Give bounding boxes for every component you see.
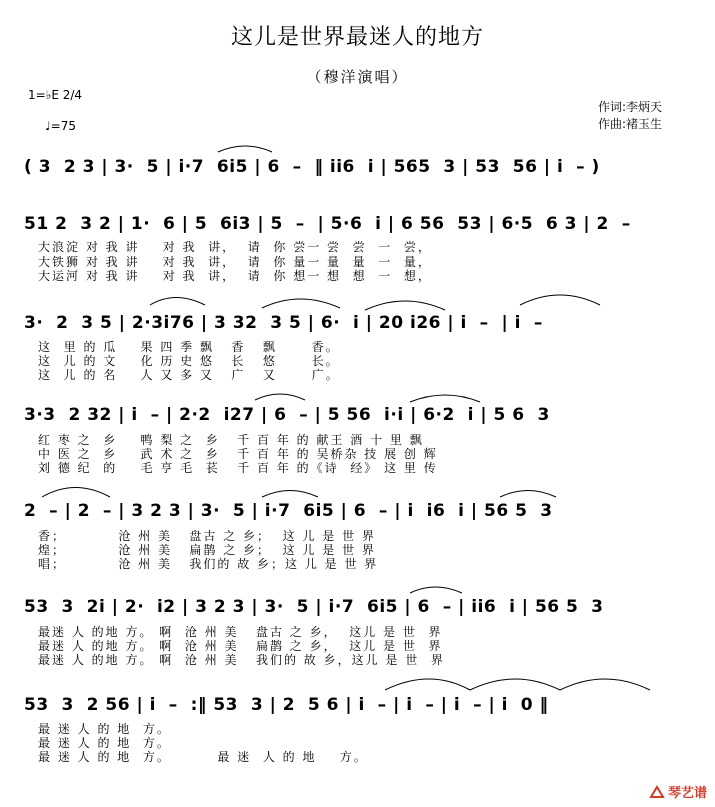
watermark-icon <box>649 785 665 799</box>
lyric-verse-3: 大运河 对 我 讲 对 我 讲， 请 你 想一 想 想 一 想， <box>38 269 432 283</box>
slur-arc <box>262 491 318 498</box>
lyric-verse-1: 这 里 的 瓜 果 四 季 飘 香 飘 香。 <box>38 340 340 354</box>
lyric-verse-1: 大浪淀 对 我 讲 对 我 讲， 请 你 尝一 尝 尝 一 尝， <box>38 240 432 254</box>
notation-line: ( 3 2 3 | 3· 5 | i·7 6i5 | 6 – ‖ ii6 i | 565 3 | 53 56 | i – ) <box>24 157 600 177</box>
lyric-verse-1: 最迷 人 的地 方。 啊 沧 州 美 盘古 之 乡， 这儿 是 世 界 <box>38 625 443 639</box>
composer-credit: 作曲:褚玉生 <box>598 117 663 131</box>
slur-arc <box>520 295 600 305</box>
slur-arc <box>410 587 462 593</box>
slur-arc <box>410 395 480 402</box>
notation-line: 3·3 2 32 | i – | 2·2 i27 | 6 – | 5 56 i·i | 6·2 i | 5 6 3 <box>24 405 550 425</box>
watermark-logo <box>649 782 707 801</box>
lyric-verse-2: 中 医 之 乡 武 术 之 乡 千 百 年 的 吴桥杂 技 展 创 辉 <box>38 447 438 461</box>
watermark-text: 琴艺谱 <box>667 786 707 801</box>
lyric-verse-3: 最 迷 人 的 地 方。 最 迷 人 的 地 方。 <box>38 750 368 764</box>
lyric-verse-2: 煌； 沧 州 美 扁鹊 之 乡； 这 儿 是 世 界 <box>38 543 376 557</box>
lyric-verse-2: 这 儿 的 文 化 历 史 悠 长 悠 长。 <box>38 354 340 368</box>
lyric-verse-1: 香； 沧 州 美 盘古 之 乡； 这 儿 是 世 界 <box>38 529 376 543</box>
notation-line: 2 – | 2 – | 3 2 3 | 3· 5 | i·7 6i5 | 6 – | i i6 i | 56 5 3 <box>24 501 553 521</box>
lyric-verse-2: 大铁狮 对 我 讲 对 我 讲， 请 你 量一 量 量 一 量， <box>38 255 432 269</box>
key-signature: 1=♭E 2/4 <box>28 88 83 102</box>
slur-arc <box>365 301 445 310</box>
lyric-verse-2: 最 迷 人 的 地 方。 <box>38 736 171 750</box>
lyric-verse-1: 红 枣 之 乡 鸭 梨 之 乡 千 百 年 的 献王 酒 十 里 飘 <box>38 433 424 447</box>
song-title: 这儿是世界最迷人的地方 <box>230 25 484 50</box>
lyric-verse-2: 最迷 人 的地 方。 啊 沧 州 美 扁鹊 之 乡， 这儿 是 世 界 <box>38 639 443 653</box>
singer-credit: （穆洋演唱） <box>306 68 409 86</box>
slur-arc <box>385 679 470 690</box>
lyric-verse-1: 最 迷 人 的 地 方。 <box>38 722 171 736</box>
slur-arc <box>255 394 305 400</box>
notation-line: 53 3 2i | 2· i2 | 3 2 3 | 3· 5 | i·7 6i5 | 6 – | ii6 i | 56 5 3 <box>24 597 604 617</box>
slur-arc <box>218 146 272 152</box>
lyric-verse-3: 这 儿 的 名 人 又 多 又 广 又 广。 <box>38 368 340 382</box>
slur-arc <box>262 299 340 308</box>
slur-arc <box>470 679 560 690</box>
tempo-marking: ♩=75 <box>45 119 76 133</box>
notation-line: 3· 2 3 5 | 2·3i76 | 3 32 3 5 | 6· i | 20 i26 | i – | i – <box>24 313 543 333</box>
lyric-verse-3: 最迷 人 的地 方。 啊 沧 州 美 我们的 故 乡，这儿 是 世 界 <box>38 653 445 667</box>
slur-arc <box>500 491 556 498</box>
notation-line: 51 2 3 2 | 1· 6 | 5 6i3 | 5 – | 5·6 i | 6 56 53 | 6·5 6 3 | 2 – <box>24 214 631 234</box>
slur-arc <box>42 488 110 498</box>
lyric-verse-3: 刘 德 纪 的 毛 亨 毛 苌 千 百 年 的《诗 经》 这 里 传 <box>38 461 438 475</box>
lyricist-credit: 作词:李炳天 <box>598 100 663 114</box>
slur-arc <box>150 298 205 306</box>
notation-line: 53 3 2 56 | i – :‖ 53 3 | 2 5 6 | i – | i – | i – | i 0 ‖ <box>24 695 549 715</box>
lyric-verse-3: 唱； 沧 州 美 我们的 故 乡；这 儿 是 世 界 <box>38 557 379 571</box>
slur-arc <box>560 679 650 690</box>
